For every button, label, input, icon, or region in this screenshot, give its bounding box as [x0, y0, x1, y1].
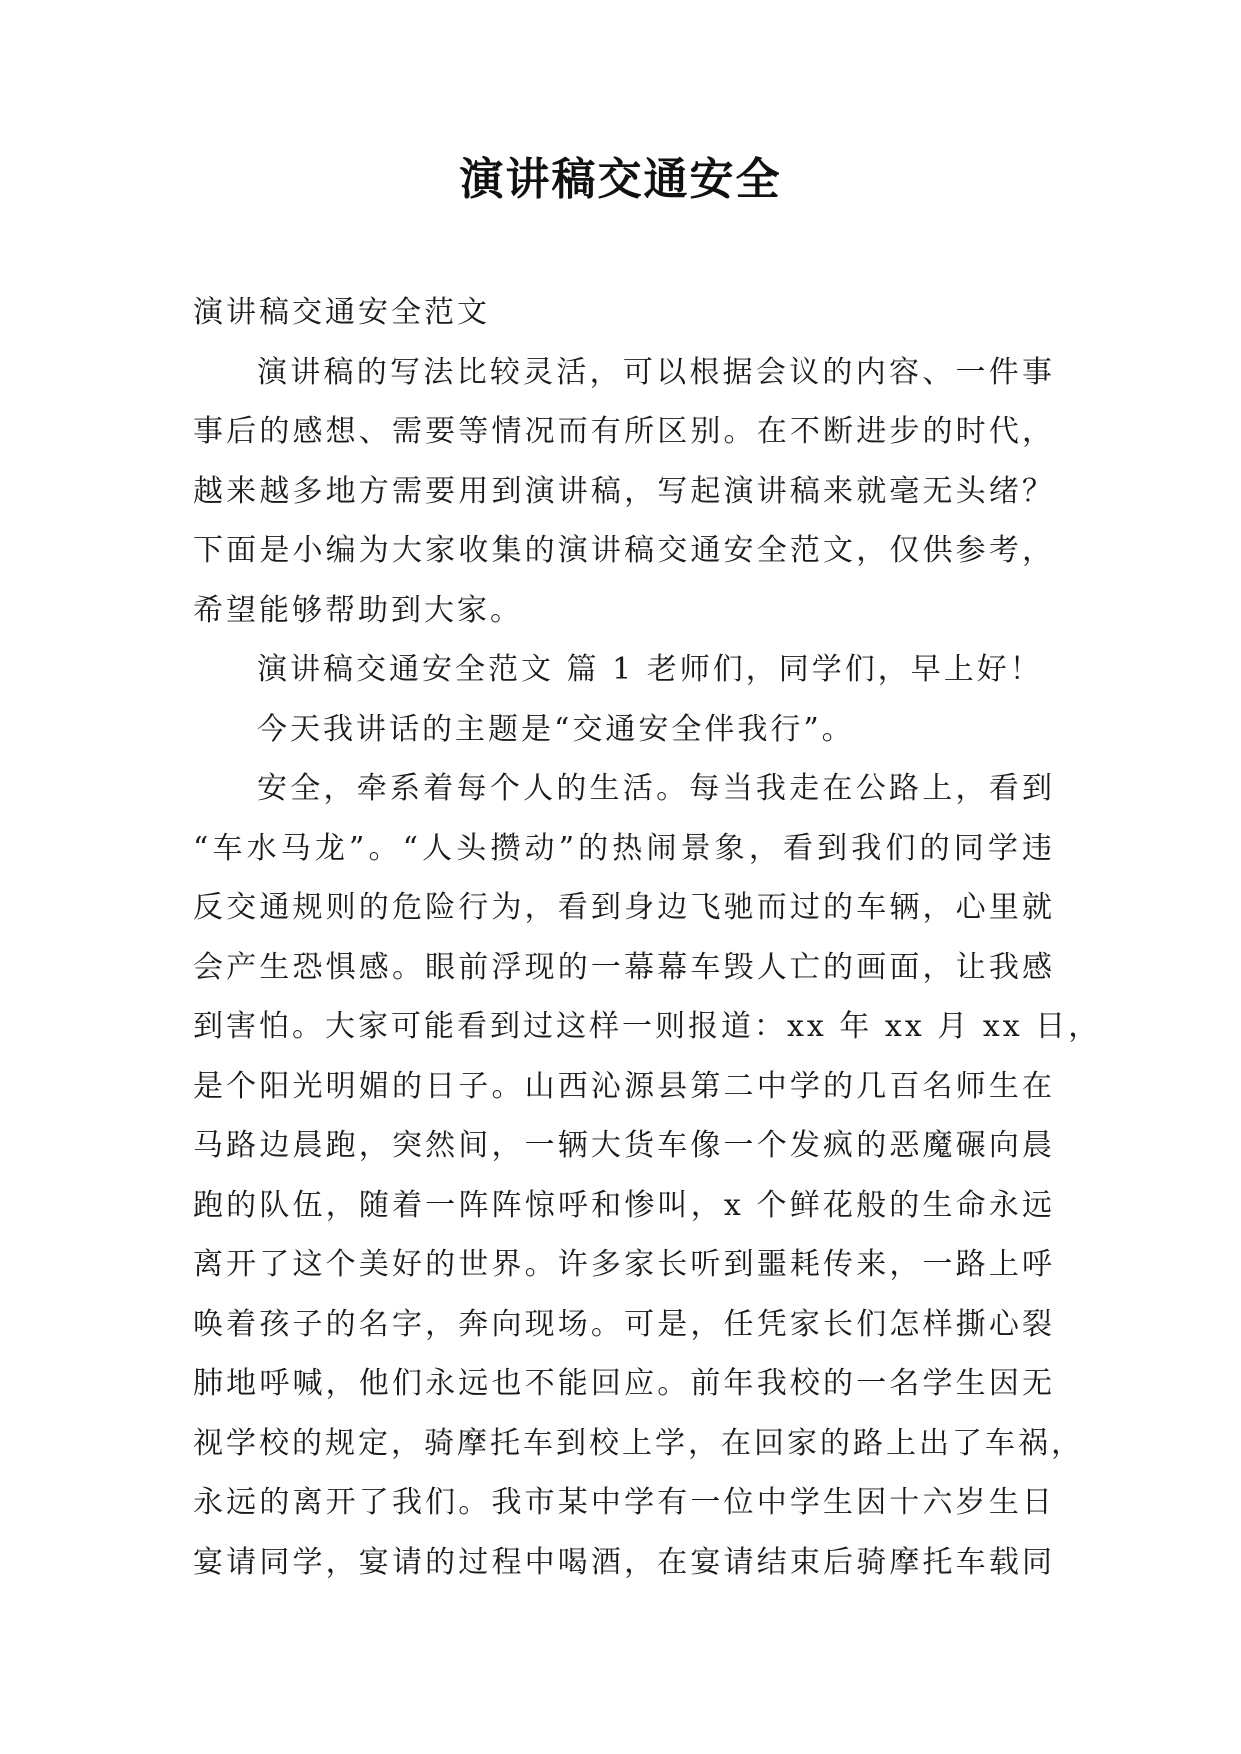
paragraph-line: 离开了这个美好的世界。许多家长听到噩耗传来，一路上呼: [193, 1247, 1055, 1282]
paragraph-line: 演讲稿的写法比较灵活，可以根据会议的内容、一件事: [257, 354, 1055, 390]
document-body: [193, 283, 1102, 1592]
paragraph-line: 是个阳光明媚的日子。山西沁源县第二中学的几百名师生在: [193, 1068, 1055, 1104]
paragraph-line: 反交通规则的危险行为，看到身边飞驰而过的车辆，心里就: [193, 890, 1055, 925]
document-title: 演讲稿交通安全: [459, 154, 782, 205]
paragraph-line: 演讲稿交通安全范文 篇 1 老师们，同学们，早上好！: [257, 652, 1043, 687]
paragraph-line: 希望能够帮助到大家。: [193, 592, 523, 628]
paragraph-line: 宴请同学，宴请的过程中喝酒，在宴请结束后骑摩托车载同: [193, 1544, 1055, 1580]
paragraph-line: 越来越多地方需要用到演讲稿，写起演讲稿来就毫无头绪？: [193, 473, 1055, 509]
paragraph-line: 马路边晨跑，突然间，一辆大货车像一个发疯的恶魔碾向晨: [193, 1128, 1055, 1163]
paragraph-line: 肺地呼喊，他们永远也不能回应。前年我校的一名学生因无: [193, 1366, 1055, 1401]
paragraph-line: 视学校的规定，骑摩托车到校上学，在回家的路上出了车祸，: [193, 1425, 1084, 1461]
paragraph-line: 会产生恐惧感。眼前浮现的一幕幕车毁人亡的画面，让我感: [193, 949, 1055, 985]
paragraph-line: 安全，牵系着每个人的生活。每当我走在公路上，看到: [257, 771, 1055, 806]
paragraph-line: 事后的感想、需要等情况而有所区别。在不断进步的时代，: [193, 414, 1055, 449]
paragraph-line: 永远的离开了我们。我市某中学有一位中学生因十六岁生日: [193, 1485, 1055, 1520]
paragraph-line: “车水马龙”。“人头攒动”的热闹景象，看到我们的同学违: [193, 830, 1055, 866]
paragraph-line: 到害怕。大家可能看到过这样一则报道：xx 年 xx 月 xx 日，: [193, 1009, 1102, 1044]
paragraph-line: 跑的队伍，随着一阵阵惊呼和惨叫，x 个鲜花般的生命永远: [193, 1187, 1055, 1223]
subtitle-line: 演讲稿交通安全范文: [193, 295, 490, 330]
paragraph-line: 今天我讲话的主题是“交通安全伴我行”。: [257, 711, 855, 747]
paragraph-line: 唤着孩子的名字，奔向现场。可是，任凭家长们怎样撕心裂: [193, 1306, 1055, 1342]
paragraph-line: 下面是小编为大家收集的演讲稿交通安全范文，仅供参考，: [193, 533, 1055, 568]
